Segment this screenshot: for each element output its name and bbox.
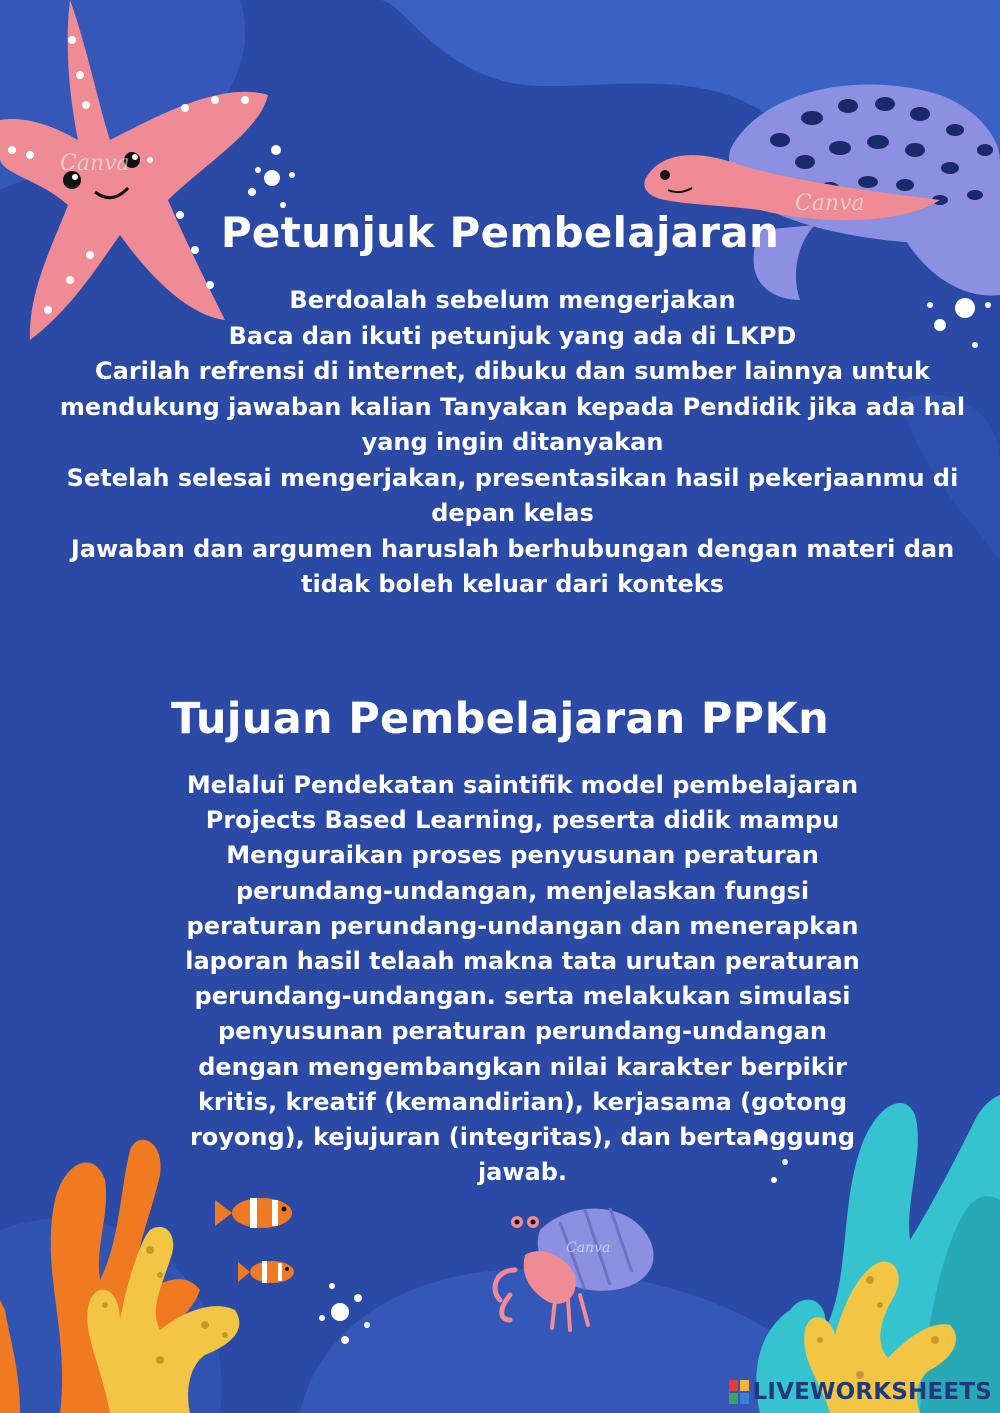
instruction-list: [40, 283, 985, 603]
liveworksheets-brand[interactable]: [729, 1377, 992, 1407]
section-title-tujuan: Tujuan Pembelajaran PPKn: [170, 694, 830, 744]
instruction-item: Carilah refrensi di internet, dibuku dan sumber lainnya untuk mendukung jawaban kalian Tanyakan kepada Pendidik jika ada hal yang ingin ditanyakan: [59, 357, 966, 456]
learning-goal-paragraph: Melalui Pendekatan saintifik model pembelajaran Projects Based Learning, peserta didik mampu Menguraikan proses penyusunan peraturan perundang-undangan, menjelaskan fungsi peraturan perundang-undangan dan menerapkan laporan hasil telaah makna tata urutan peraturan perundang-undangan. serta melakukan simulasi penyusunan peraturan perundang-undangan dengan mengembangkan nilai karakter berpikir kritis, kreatif (kemandirian), kerjasama (gotong royong), kejujuran (integritas), dan bertanggung jawab.: [185, 771, 860, 1187]
section-title-petunjuk: Petunjuk Pembelajaran: [220, 208, 780, 257]
svg-text:Canva: Canva: [60, 151, 130, 176]
instruction-item: Setelah selesai mengerjakan, presentasikan hasil pekerjaanmu di depan kelas: [66, 463, 959, 527]
svg-text:Canva: Canva: [566, 1240, 611, 1256]
instruction-item: Jawaban dan argumen haruslah berhubungan dengan materi dan tidak boleh keluar dari konteks: [70, 534, 955, 598]
liveworksheets-logo-icon: [729, 1380, 749, 1404]
instruction-item: Berdoalah sebelum mengerjakan: [289, 286, 736, 314]
instruction-item: Baca dan ikuti petunjuk yang ada di LKPD: [228, 321, 797, 350]
brand-name: LIVEWORKSHEETS: [752, 1379, 992, 1405]
svg-text:Canva: Canva: [795, 191, 865, 216]
